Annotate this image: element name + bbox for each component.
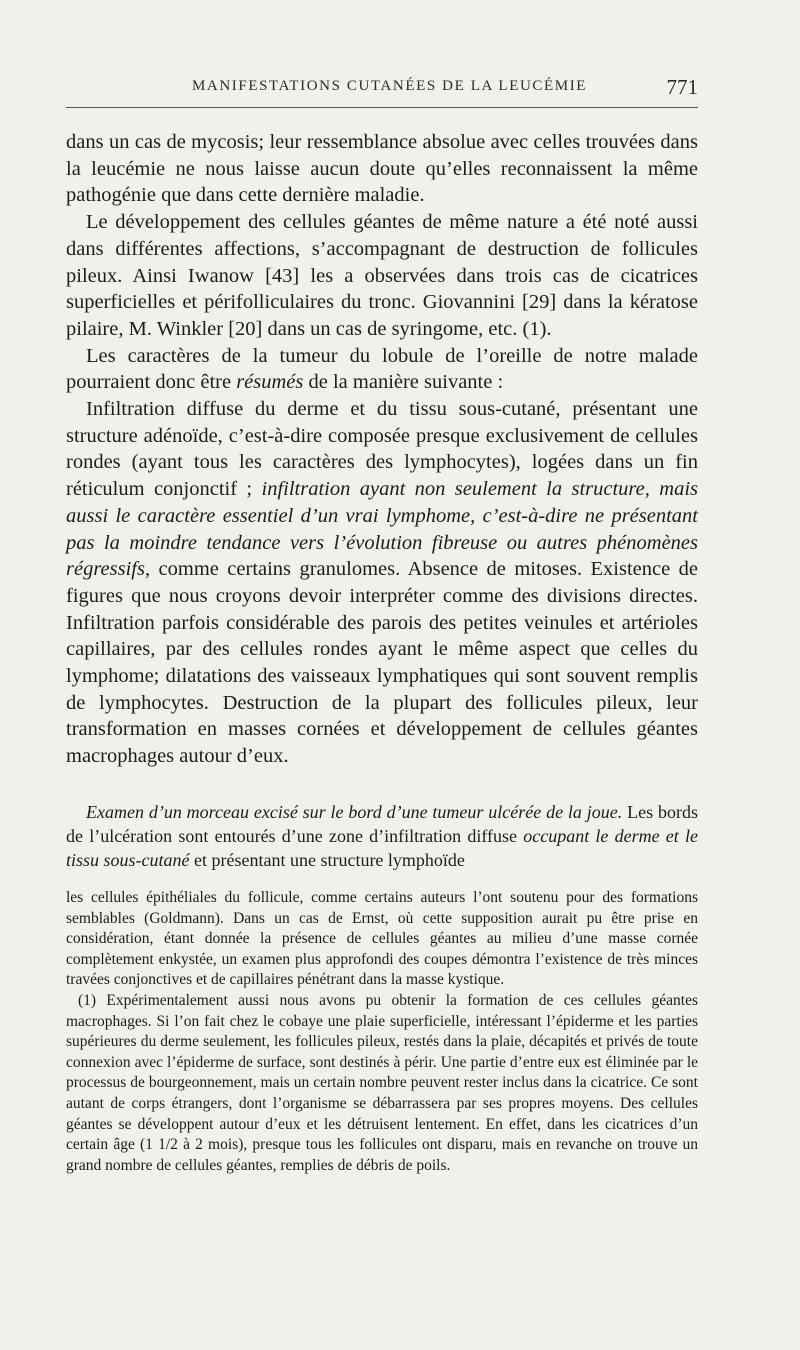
paragraph-3-text-b: de la manière suivante : [303,371,504,394]
paragraph-3-emphasis: résumés [236,371,304,394]
footnote-continuation: les cellules épithéliales du follicule, comme certains auteurs l’ont soutenu pour des formations semblables (Goldmann). Dans un cas de Ernst, où cette supposition aurait pu être prise en considération, étant donnée la présence de cellules géantes au milieu d’une masse cornée complètement enkystée, un examen plus approfondi des coupes démontra l’existence de très minces travées conjonctives et de capillaires pénétrant dans la masse kystique. [66,889,698,989]
paragraph-3 [66,343,698,396]
examination-text-b: et présentant une structure lymphoïde [189,850,465,870]
page-number: 771 [666,75,698,99]
examination-title: Examen d’un morceau excisé sur le bord d’une tumeur ulcérée de la joue. [86,802,623,822]
main-text [66,129,698,770]
paragraph-4-text-b: , comme certains granulomes. Absence de mitoses. Existence de figures que nous croyons devoir interpréter comme des divisions directes. Infiltration parfois considérable des parois des petites veinules et artérioles capillaires, par des cellules rondes ayant le même aspect que celles du lymphome; dilatations des vaisseaux lymphatiques qui sont souvent remplis de lymphocytes. Destruction de la plupart des follicules pileux, leur transformation en masses cornées et développement de cellules géantes macrophages autour d’eux. [66,558,698,768]
paragraph-4-text-a: Infiltration diffuse du derme et du tissu sous-cutané, présentant une structure adénoïde, c’est-à-dire composée presque exclusivement de cellules rondes (ayant tous les caractères des lymphocytes), logées dans un fin réticulum conjonctif ; [66,398,698,501]
running-title: MANIFESTATIONS CUTANÉES DE LA LEUCÉMIE [192,78,588,94]
paragraph-4-emphasis: infiltration ayant non seulement la structure, mais aussi le caractère essentiel d’un vrai lymphome, c’est-à-dire ne présentant pas la moindre tendance vers l’évolution fibreuse ou autres phénomènes régressifs [66,478,698,581]
page-header [66,76,698,106]
paragraph-2: Le développement des cellules géantes de même nature a été noté aussi dans différentes affections, s’accompagnant de destruction de follicules pileux. Ainsi Iwanow [43] les a observées dans trois cas de cicatrices superficielles et périfolliculaires du tronc. Giovannini [29] dans la kératose pilaire, M. Winkler [20] dans un cas de syringome, etc. (1). [66,211,698,340]
footnote-1: (1) Expérimentalement aussi nous avons pu obtenir la formation de ces cellules géantes macrophages. Si l’on fait chez le cobaye une plaie superficielle, intéressant l’épiderme et les parties supérieures du derme seulement, les follicules pileux, restés dans la plaie, décapités et privés de toute connexion avec l’épiderme de surface, sont destinés à périr. Une partie d’entre eux est éliminée par le processus de bourgeonnement, mais un certain nombre peuvent rester inclus dans la cicatrice. Ce sont autant de corps étrangers, dont l’organisme se débarrassera par ses propres moyens. Des cellules géantes se développent autour d’eux et les détruisent lentement. En effet, dans les cicatrices d’un certain âge (1 1/2 à 2 mois), presque tous les follicules ont disparu, mais en revanche on trouve un grand nombre de cellules géantes, remplies de débris de poils. [66,991,698,1174]
paragraph-1: dans un cas de mycosis; leur ressemblance absolue avec celles trouvées dans la leucémie ne nous laisse aucun doute qu’elles reconnaissent la même pathogénie que dans cette dernière maladie. [66,131,698,207]
examination-section [66,800,698,872]
paragraph-3-text-a: Les caractères de la tumeur du lobule de l’oreille de notre malade pourraient donc être [66,344,698,394]
examination-paragraph [66,800,698,872]
examination-text-a: Les bords de l’ulcération sont entourés d’une zone d’infiltration diffuse [66,802,698,846]
footnotes [66,888,698,1176]
paragraph-4 [66,396,698,770]
header-rule [66,107,698,108]
examination-emphasis: occupant le derme et le tissu sous-cutané [66,826,698,870]
